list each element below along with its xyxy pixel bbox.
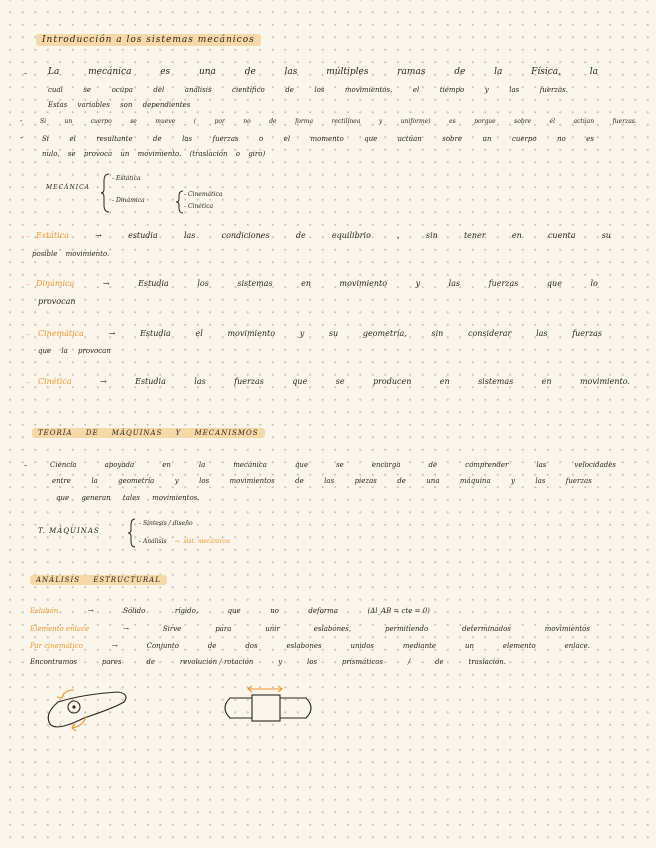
word: movimientos: [229, 477, 275, 485]
word: geometría: [118, 477, 155, 485]
word: Estudia: [140, 329, 171, 338]
word: el: [69, 135, 76, 143]
word: por: [214, 118, 225, 125]
arrow-icon: →: [108, 329, 116, 338]
definition-line: [38, 329, 602, 338]
word: las: [194, 377, 206, 386]
bullet-dash: -: [20, 117, 23, 125]
word: la: [198, 461, 206, 469]
word: y: [484, 86, 489, 94]
word: la: [91, 477, 98, 485]
word: sobre: [514, 118, 532, 125]
bullet-dash: -: [24, 69, 28, 79]
word: prismáticos: [341, 658, 384, 666]
word: los: [199, 477, 210, 485]
word: las: [284, 67, 298, 77]
bullet-dash: -: [26, 280, 30, 290]
intro-line: [40, 118, 637, 125]
word: deforma: [308, 607, 338, 615]
word: Estudia: [138, 279, 169, 288]
term-label: Estática: [36, 231, 69, 240]
intro-line: Estas variables son dependientes: [48, 101, 191, 109]
definition-line: provocan: [38, 297, 76, 306]
word: que: [364, 135, 378, 143]
word: no: [270, 607, 279, 615]
word: condiciones: [221, 231, 270, 240]
word: se: [83, 86, 92, 94]
word: las: [536, 461, 547, 469]
term-label: Cinética: [38, 377, 72, 386]
word: de: [295, 231, 306, 240]
word: y: [378, 118, 383, 125]
word: las: [183, 231, 196, 240]
word: no: [557, 135, 566, 143]
word: movimiento: [339, 279, 388, 288]
word: equilibrio: [331, 231, 371, 240]
word: el: [195, 329, 203, 338]
word: fuerzas: [212, 135, 239, 143]
word: tiempo: [439, 86, 465, 94]
prismatic-pair-sketch: [220, 686, 320, 726]
word: sin: [431, 329, 444, 338]
word: mecánica: [88, 67, 132, 77]
word: traslación.: [468, 658, 506, 666]
word: forma: [295, 118, 314, 125]
word: en: [541, 377, 552, 386]
word: sin: [425, 231, 438, 240]
word: (: [193, 118, 197, 125]
word: porque: [474, 118, 496, 125]
word: los: [197, 279, 209, 288]
word: la: [589, 67, 598, 77]
word: su: [601, 231, 611, 240]
bullet-dash: -: [20, 134, 23, 142]
note-text: sist. mecánicos: [183, 538, 230, 545]
word: de: [244, 67, 256, 77]
word: apoyada: [104, 461, 135, 469]
intro-line: [48, 86, 568, 94]
word: tener: [463, 231, 486, 240]
word: sobre: [442, 135, 463, 143]
word: Conjunto: [146, 642, 179, 650]
term-label: Cinemática: [38, 329, 84, 338]
word: lo: [590, 279, 598, 288]
section-heading: ANÁLISIS ESTRUCTURAL: [30, 575, 167, 585]
bullet-dash: -: [26, 232, 30, 242]
word: revolución / rotación: [179, 658, 254, 666]
arrow-icon: →: [100, 377, 107, 386]
arrow-icon: →: [111, 642, 118, 650]
word: Estudia: [135, 377, 166, 386]
word: las: [448, 279, 461, 288]
word: rectilínea: [331, 118, 361, 125]
word: resultante: [96, 135, 133, 143]
word: un: [464, 642, 474, 650]
word: los: [306, 658, 318, 666]
word: su: [328, 329, 339, 338]
word: movimiento.: [579, 377, 630, 386]
tree-branch: - Estática: [112, 175, 141, 182]
brace-icon: [176, 190, 184, 214]
word: una: [198, 67, 216, 77]
word: /: [407, 658, 411, 666]
word: se: [335, 377, 345, 386]
revolute-pair-sketch: [44, 688, 134, 744]
word: considerar: [467, 329, 512, 338]
definition-line: [30, 658, 506, 666]
word: cual: [48, 86, 63, 94]
word: fuerzas: [572, 329, 602, 338]
word: piezas: [354, 477, 377, 485]
word: una: [426, 477, 440, 485]
word: entre: [52, 477, 71, 485]
word: es: [586, 135, 594, 143]
arrow-icon: →: [87, 607, 94, 615]
word: actúan: [573, 118, 595, 125]
word: y: [511, 477, 515, 485]
word: mueve: [155, 118, 176, 125]
word: en: [301, 279, 311, 288]
word: comprender: [465, 461, 509, 469]
tree-leaf: - Cinética: [184, 203, 214, 210]
word: un: [64, 118, 73, 125]
word: científico: [232, 86, 265, 94]
word: fuerzas: [565, 477, 592, 485]
tree-root: MECÁNICA: [46, 184, 90, 191]
word: unidos: [350, 642, 375, 650]
word: movimiento: [227, 329, 276, 338]
section2-line: [50, 461, 616, 469]
word: cuenta: [547, 231, 576, 240]
tree-branch: - Análisis → sist. mecánicos: [139, 538, 230, 545]
word: las: [509, 86, 520, 94]
section2-line: [52, 477, 592, 485]
word: y: [174, 477, 179, 485]
word: de: [146, 658, 156, 666]
intro-line: [42, 135, 594, 143]
word: se: [336, 461, 344, 469]
word: movimientos,: [344, 86, 393, 94]
word: en: [439, 377, 450, 386]
definition-line: [38, 377, 630, 386]
page-title: Introducción a los sistemas mecánicos: [36, 34, 261, 46]
word: el: [412, 86, 420, 94]
word: en: [162, 461, 171, 469]
word: enlace.: [564, 642, 590, 650]
word: Física,: [531, 67, 561, 77]
word: ,: [397, 231, 400, 240]
word: geometría,: [362, 329, 407, 338]
word: (Δl_AB = cte = 0): [367, 607, 430, 615]
definition-line: [36, 279, 598, 288]
word: elemento: [502, 642, 536, 650]
word: cuerpo: [90, 118, 112, 125]
word: dos: [245, 642, 258, 650]
word: se: [130, 118, 137, 125]
word: de: [285, 86, 294, 94]
word: fuerzas: [234, 377, 264, 386]
brace-icon: [128, 518, 136, 548]
word: rígido,: [174, 607, 199, 615]
arrow-icon: →: [95, 231, 102, 240]
word: eslabones: [286, 642, 322, 650]
word: uniforme): [400, 118, 431, 125]
word: eslabones,: [313, 625, 352, 633]
word: actúan: [397, 135, 422, 143]
word: permitiendo: [384, 625, 429, 633]
word: de: [269, 118, 277, 125]
word: de: [428, 461, 438, 469]
word: sistemas: [478, 377, 514, 386]
word: fuerzas.: [539, 86, 568, 94]
word: de: [435, 658, 444, 666]
word: que: [292, 377, 308, 386]
word: las: [182, 135, 193, 143]
word: o: [259, 135, 264, 143]
word: estudia: [128, 231, 158, 240]
definition-line: [36, 231, 611, 240]
term-label: Elemento enlace: [30, 625, 90, 633]
brace-icon: [101, 173, 111, 213]
word: de: [454, 67, 466, 77]
word: múltiples: [326, 67, 369, 77]
word: determinados: [462, 625, 511, 633]
word: pares: [101, 658, 122, 666]
arrow-icon: →: [174, 538, 180, 545]
word: en: [511, 231, 522, 240]
word: que: [227, 607, 241, 615]
word: movimientos: [544, 625, 590, 633]
word: Sólido: [123, 607, 146, 615]
word: de: [295, 477, 304, 485]
word: y: [415, 279, 421, 288]
word: momento: [310, 135, 344, 143]
word: que: [294, 461, 309, 469]
word: de: [397, 477, 406, 485]
word: un: [482, 135, 492, 143]
word: el: [283, 135, 291, 143]
definition-row: [30, 625, 590, 633]
word: ramas: [397, 67, 426, 77]
word: Ciencia: [50, 461, 77, 469]
word: del: [153, 86, 165, 94]
word: de: [207, 642, 217, 650]
word: mecánica: [233, 461, 267, 469]
word: Sirve: [162, 625, 182, 633]
word: los: [314, 86, 325, 94]
word: no: [243, 118, 251, 125]
term-label: Eslabón: [30, 607, 59, 615]
word: él: [549, 118, 556, 125]
definition-line: que la provocan: [38, 347, 111, 355]
word: las: [324, 477, 335, 485]
word: La: [48, 67, 60, 77]
tree-leaf: - Cinemática: [184, 191, 223, 198]
word: y: [278, 658, 283, 666]
word: mediante: [402, 642, 437, 650]
word: velocidades: [574, 461, 616, 469]
bullet-dash: -: [26, 330, 30, 340]
section-heading: TEORÍA DE MÁQUINAS Y MECANISMOS: [32, 428, 265, 438]
definition-row: [30, 642, 590, 650]
word: las: [536, 329, 548, 338]
arrow-icon: →: [102, 279, 110, 288]
word: cuerpo: [511, 135, 537, 143]
word: para: [215, 625, 232, 633]
word: la: [494, 67, 503, 77]
tree-root: T. MÁQUINAS: [38, 527, 100, 535]
word: ocupa: [111, 86, 133, 94]
word: encarga: [371, 461, 401, 469]
word: sistemas: [237, 279, 273, 288]
tree-branch: - Síntesis / diseño: [139, 520, 193, 527]
word: fuerzas.: [612, 118, 637, 125]
definition-row: [30, 607, 430, 615]
arrow-icon: →: [123, 625, 129, 633]
word: producen: [372, 377, 412, 386]
intro-line: [48, 67, 598, 77]
word: que: [546, 279, 562, 288]
word: es: [449, 118, 456, 125]
word: Si: [40, 118, 47, 125]
intro-line: nulo, se provoca un movimiento. (traslación o giro): [42, 150, 266, 158]
word: análisis: [184, 86, 212, 94]
definition-line: posible movimiento.: [32, 250, 110, 258]
word: las: [535, 477, 546, 485]
word: Si: [42, 135, 50, 143]
term-label: Par cinemático: [30, 642, 83, 650]
word: Encontramos: [30, 658, 78, 666]
word: de: [153, 135, 162, 143]
word: es: [160, 67, 171, 77]
word: unir: [265, 625, 280, 633]
word: máquina: [459, 477, 491, 485]
bullet-dash: -: [26, 378, 30, 388]
bullet-dash: -: [24, 461, 28, 471]
word: y: [299, 329, 305, 338]
term-label: Dinámica: [36, 279, 75, 288]
section2-line: que generan tales movimientos.: [56, 494, 200, 502]
word: fuerzas: [488, 279, 519, 288]
tree-branch: - Dinámica: [112, 197, 145, 204]
